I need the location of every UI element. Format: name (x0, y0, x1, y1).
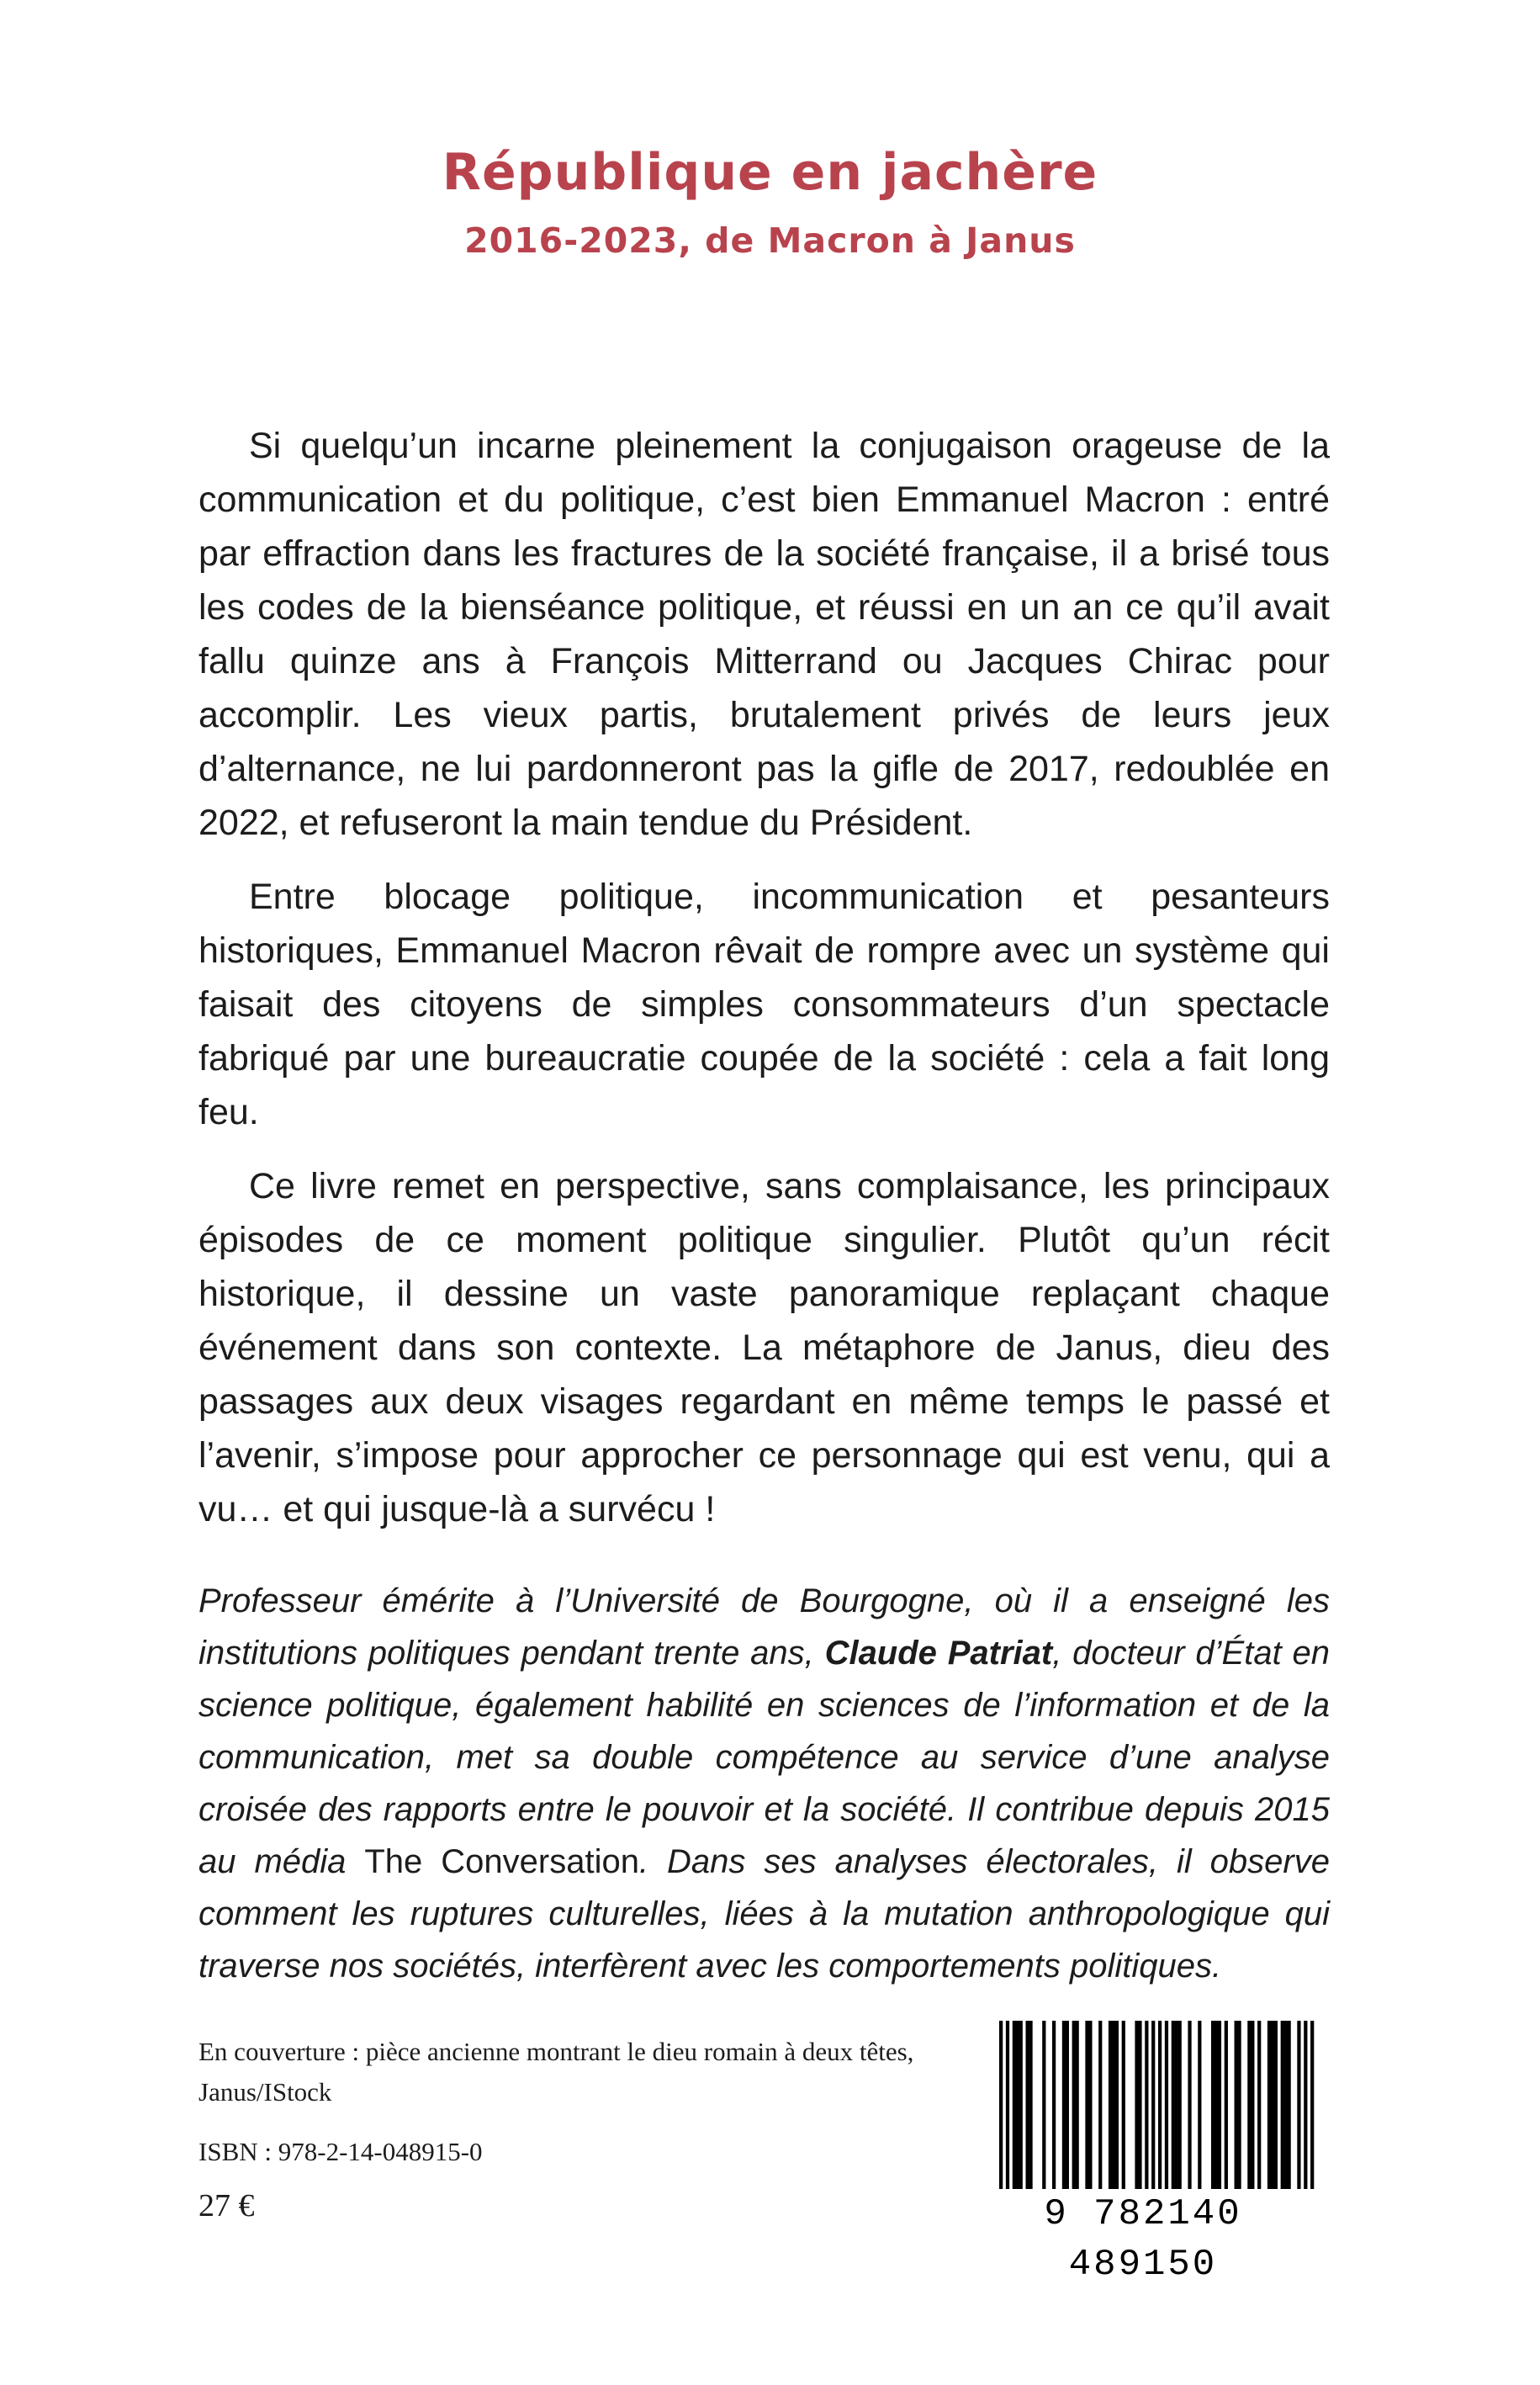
barcode-bar (999, 2021, 1003, 2213)
barcode-bar (1098, 2021, 1102, 2189)
barcode-bar (1052, 2021, 1056, 2189)
cover-credit-line-2: Janus/IStock (198, 2077, 332, 2107)
price-text: 27 € (198, 2188, 255, 2223)
summary-text (198, 419, 1330, 1556)
barcode-bar (1109, 2021, 1112, 2189)
barcode-bar (1198, 2021, 1201, 2189)
barcode-bar (1225, 2021, 1228, 2189)
barcode-bar (1215, 2021, 1218, 2189)
barcode-bar (1178, 2021, 1182, 2189)
barcode-bar (1145, 2021, 1148, 2189)
barcode-bar (1016, 2021, 1019, 2189)
barcode-bar (1310, 2021, 1314, 2213)
barcode-bar (1304, 2021, 1307, 2213)
barcode-bar (1085, 2021, 1088, 2189)
barcode-bar (1158, 2021, 1162, 2213)
barcode (966, 2021, 1320, 2286)
barcode-bar (1115, 2021, 1119, 2189)
barcode-bar (1188, 2021, 1191, 2189)
author-bio-part3: . Dans ses analyses électorales, il observe comment les ruptures culturelles, liées à la mutation anthropologique qui traverse nos sociétés, interfèrent avec les comportements politiques. (198, 1843, 1330, 1985)
barcode-bar (1135, 2021, 1138, 2189)
barcode-bar (1297, 2021, 1300, 2189)
barcode-bar (1072, 2021, 1076, 2189)
barcode-bar (1165, 2021, 1168, 2189)
author-bio (198, 1575, 1330, 1992)
barcode-digits: 9 782140 489150 (966, 2189, 1320, 2239)
author-bio-part2: , docteur d’État en science politique, également habilité en sciences de l’information et de la communication, met sa double compétence au service d’une analyse croisée des rapports entre le pouvoir et la société. Il contribue depuis 2015 au média (198, 1635, 1330, 1880)
barcode-bar (1175, 2021, 1178, 2189)
summary-paragraph-2: Entre blocage politique, incommunication et pesanteurs historiques, Emmanuel Macron rêvait de rompre avec un système qui faisait des citoyens de simples consommateurs d’un spectacle fabriqué par une bureaucratie coupée de la société : cela a fait long feu. (198, 877, 1330, 1132)
barcode-bar (1218, 2021, 1221, 2189)
barcode-bar (1042, 2021, 1045, 2189)
barcode-bar (1066, 2021, 1069, 2189)
barcode-bar (1013, 2021, 1016, 2189)
barcode-bar (1172, 2021, 1175, 2189)
barcode-bar (1257, 2021, 1261, 2189)
barcode-bar (1122, 2021, 1125, 2189)
summary-paragraph-3: Ce livre remet en perspective, sans complaisance, les principaux épisodes de ce moment politique singulier. Plutôt qu’un récit historique, il dessine un vaste panoramique replaçant chaque événement dans son contexte. La métaphore de Janus, dieu des passages aux deux visages regardant en même temps le passé et l’avenir, s’impose pour approcher ce personnage qui est venu, qui a vu… et qui jusque-là a survécu ! (198, 1166, 1330, 1529)
barcode-bar (1274, 2021, 1278, 2189)
barcode-bar (1284, 2021, 1288, 2189)
isbn-text: ISBN : 978-2-14-048915-0 (198, 2137, 483, 2166)
barcode-bar (1211, 2021, 1215, 2189)
book-subtitle: 2016-2023, de Macron à Janus (464, 220, 1076, 261)
barcode-bar (1019, 2021, 1023, 2189)
cover-credit (198, 2032, 939, 2112)
barcode-bar (1076, 2021, 1079, 2189)
barcode-bar (1112, 2021, 1115, 2189)
barcode-bar (1006, 2021, 1009, 2213)
barcode-bar (1271, 2021, 1274, 2189)
barcode-bar (1288, 2021, 1291, 2189)
barcode-bar (1247, 2021, 1251, 2189)
author-bio-part1: Professeur émérite à l’Université de Bourgogne, où il a enseigné les institutions politiques pendant trente ans, (198, 1582, 1330, 1672)
barcode-bar (1235, 2021, 1238, 2189)
barcode-bar (1138, 2021, 1141, 2189)
media-name: The Conversation (364, 1843, 639, 1880)
barcode-bar (1088, 2021, 1092, 2189)
barcode-bar (1151, 2021, 1155, 2213)
barcode-bar (1025, 2021, 1029, 2189)
barcode-bar (1029, 2021, 1032, 2189)
barcode-bar (1281, 2021, 1284, 2189)
barcode-bar (1237, 2021, 1241, 2189)
book-title: République en jachère (442, 143, 1098, 202)
barcode-bar (1251, 2021, 1254, 2189)
barcode-bar (1267, 2021, 1271, 2189)
barcode-bar (1062, 2021, 1066, 2189)
author-name: Claude Patriat (824, 1635, 1053, 1672)
cover-credit-line-1: En couverture : pièce ancienne montrant le dieu romain à deux têtes, (198, 2037, 914, 2066)
summary-paragraph-1: Si quelqu’un incarne pleinement la conjugaison orageuse de la communication et du politique, c’est bien Emmanuel Macron : entré par effraction dans les fractures de la société française, il a brisé tous les codes de la bienséance politique, et réussi en un an ce qu’il avait fallu quinze ans à François Mitterrand ou Jacques Chirac pour accomplir. Les vieux partis, brutalement privés de leurs jeux d’alternance, ne lui pardonneront pas la gifle de 2017, redoublée en 2022, et refuseront la main tendue du Président. (198, 426, 1330, 843)
